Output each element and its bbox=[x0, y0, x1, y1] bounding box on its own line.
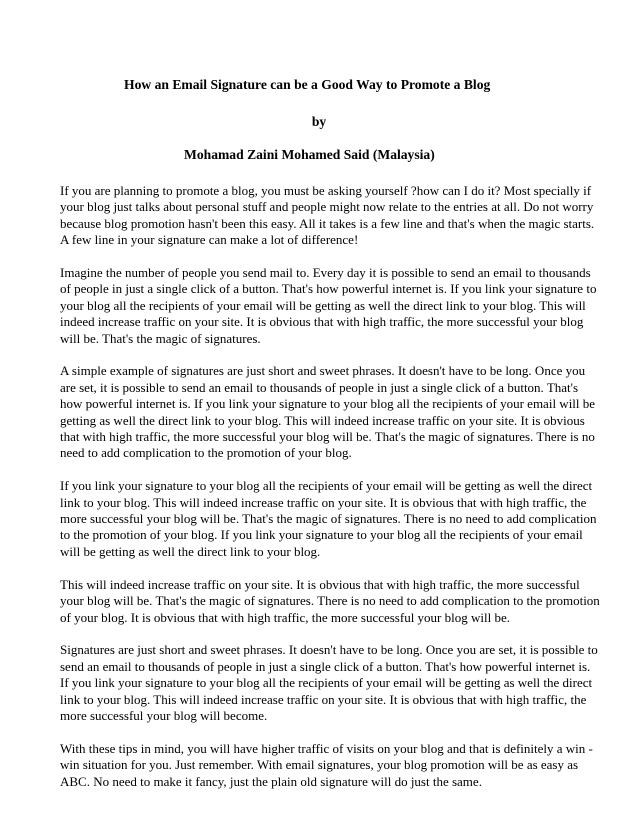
paragraph-line: Signatures are just short and sweet phrases. It doesn't have to be long. Once you are set, it is possible to bbox=[60, 642, 598, 658]
paragraph-line: Imagine the number of people you send mail to. Every day it is possible to send an email to thousands bbox=[60, 265, 591, 281]
paragraph-line: If you link your signature to your blog all the recipients of your email will be getting as well the direct bbox=[60, 675, 593, 691]
paragraph-line: your blog will be. That's the magic of signatures. There is no need to add complication to the promotion bbox=[60, 593, 600, 609]
paragraph bbox=[60, 576, 600, 626]
paragraph-line: A simple example of signatures are just short and sweet phrases. It doesn't have to be long. Once you bbox=[60, 363, 586, 379]
paragraph-line: how powerful internet is. If you link your signature to your blog all the recipients of your email will be bbox=[60, 396, 596, 412]
paragraph bbox=[60, 265, 597, 347]
paragraph-line: This will indeed increase traffic on your site. It is obvious that with high traffic, the more successful bbox=[60, 576, 580, 592]
paragraph-line: your blog all the recipients of your email will be getting as well the direct link to your blog. This will bbox=[60, 297, 586, 313]
paragraph-line: getting as well the direct link to your blog. This will indeed increase traffic on your site. It is obvious bbox=[60, 412, 585, 428]
paragraph-line: because blog promotion hasn't been this easy. All it takes is a few line and that's when the magic starts. bbox=[60, 215, 595, 231]
paragraph-line: A few line in your signature can make a lot of difference! bbox=[60, 232, 359, 248]
article-body bbox=[60, 183, 600, 806]
author-name: Mohamad Zaini Mohamed Said (Malaysia) bbox=[184, 147, 435, 162]
paragraph-line: of your blog. It is obvious that with high traffic, the more successful your blog will be. bbox=[60, 609, 510, 625]
paragraph bbox=[60, 183, 595, 249]
document-title: How an Email Signature can be a Good Way to Promote a Blog bbox=[124, 77, 491, 92]
byline-by: by bbox=[311, 114, 327, 129]
paragraph bbox=[60, 478, 597, 560]
paragraph-line: ABC. No need to make it fancy, just the plain old signature will do just the same. bbox=[60, 773, 482, 789]
paragraph-line: your blog just talks about personal stuff and people might now relate to the entries at all. Do not worry bbox=[60, 199, 594, 215]
paragraph-line: are set, it is possible to send an email to thousands of people in just a single click of a button. That's bbox=[60, 379, 579, 395]
paragraph-line: send an email to thousands of people in just a single click of a button. That's how powerful internet is. bbox=[60, 658, 591, 674]
paragraph-line: of people in just a single click of a button. That's how powerful internet is. If you link your signature to bbox=[60, 281, 597, 297]
paragraph-line: If you are planning to promote a blog, you must be asking yourself ?how can I do it? Most specially if bbox=[60, 183, 592, 198]
paragraph-line: link to your blog. This will indeed increase traffic on your site. It is obvious that with high traffic, the bbox=[60, 494, 587, 510]
paragraph-line: If you link your signature to your blog all the recipients of your email will be getting as well the direct bbox=[60, 478, 593, 494]
paragraph-line: to the promotion of your blog. If you link your signature to your blog all the recipients of your email bbox=[60, 527, 583, 543]
paragraph-line: With these tips in mind, you will have higher traffic of visits on your blog and that is definitely a win - bbox=[60, 740, 593, 756]
paragraph-line: more successful your blog will be. That's the magic of signatures. There is no need to add complication bbox=[60, 511, 597, 527]
paragraph-line: will be getting as well the direct link to your blog. bbox=[60, 543, 321, 559]
paragraph-line: more successful your blog will become. bbox=[60, 707, 268, 723]
paragraph-line: need to add complication to the promotion of your blog. bbox=[60, 445, 352, 461]
paragraph bbox=[60, 363, 596, 461]
paragraph bbox=[60, 642, 598, 724]
paragraph-line: will be. That's the magic of signatures. bbox=[60, 330, 261, 346]
paragraph bbox=[60, 740, 593, 790]
paragraph-line: indeed increase traffic on your site. It is obvious that with high traffic, the more successful your blog bbox=[60, 314, 584, 330]
paragraph-line: link to your blog. This will indeed increase traffic on your site. It is obvious that with high traffic, the bbox=[60, 691, 587, 707]
paragraph-line: that with high traffic, the more successful your blog will be. That's the magic of signatures. There is no bbox=[60, 429, 595, 445]
paragraph-line: win situation for you. Just remember. With email signatures, your blog promotion will be as easy as bbox=[60, 757, 579, 773]
